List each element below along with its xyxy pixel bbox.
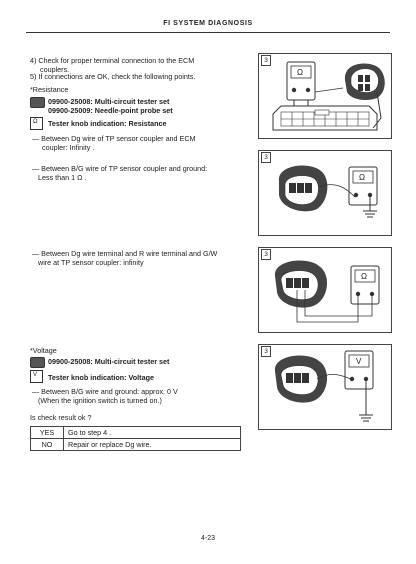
- figure-number: 3: [261, 249, 271, 260]
- header-rule: [26, 32, 390, 33]
- voltage-check-diagram: [259, 345, 391, 429]
- tester-tool-icon: [30, 357, 45, 368]
- figure-voltage-check: [258, 344, 392, 430]
- result-key: YES: [31, 427, 64, 439]
- check-bg-ground-value: Less than 1 Ω .: [38, 173, 87, 182]
- check-dg-ecm: — Between Dg wire of TP sensor coupler and ECM: [32, 134, 196, 143]
- check-bg-voltage: — Between B/G wire and ground: approx. 0 V: [32, 387, 178, 396]
- tool-tester-set-voltage: 09900-25008: Multi-circuit tester set: [48, 357, 170, 366]
- meter-ohm-label: Ω: [359, 173, 365, 182]
- check-dg-r-gw-value: wire at TP sensor coupler: infinity: [38, 258, 144, 267]
- figure-number: 3: [261, 152, 271, 163]
- page-number: 4-23: [200, 535, 215, 542]
- resistance-heading: *Resistance: [30, 85, 69, 94]
- result-value: Go to step 4 .: [64, 427, 241, 439]
- knob-indication-voltage: Tester knob indication: Voltage: [48, 373, 154, 382]
- figure-terminal-check: [258, 247, 392, 333]
- step-5-line: 5) If connections are OK, check the following points.: [30, 72, 196, 81]
- voltage-heading: *Voltage: [30, 346, 57, 355]
- figure-ecm-coupler: [258, 53, 392, 139]
- terminal-check-diagram: [259, 248, 391, 332]
- ecm-coupler-diagram: [259, 54, 391, 138]
- table-row: [31, 439, 241, 451]
- table-row: [31, 427, 241, 439]
- bg-ground-diagram: [259, 151, 391, 235]
- tester-tool-icon: [30, 97, 45, 108]
- tool-tester-set: 09900-25008: Multi-circuit tester set: [48, 97, 170, 106]
- result-value: Repair or replace Dg wire.: [64, 439, 241, 451]
- figure-bg-ground: [258, 150, 392, 236]
- check-dg-r-gw: — Between Dg wire terminal and R wire terminal and G/W: [32, 249, 218, 258]
- meter-ohm-label: Ω: [297, 68, 303, 77]
- check-question: Is check result ok ?: [30, 413, 92, 422]
- figure-number: 3: [261, 55, 271, 66]
- page-header: FI SYSTEM DIAGNOSIS: [163, 20, 253, 27]
- figure-number: 3: [261, 346, 271, 357]
- meter-ohm-label: Ω: [361, 272, 367, 281]
- check-bg-ground: — Between B/G wire of TP sensor coupler and ground:: [32, 164, 208, 173]
- result-key: NO: [31, 439, 64, 451]
- tester-knob-icon: V: [30, 370, 43, 383]
- knob-indication-resistance: Tester knob indication: Resistance: [48, 119, 167, 128]
- tester-knob-icon: Ω: [30, 117, 43, 130]
- tool-probe-set: 09900-25009: Needle-point probe set: [48, 106, 173, 115]
- result-table: [30, 426, 241, 451]
- step-4-line-cont: couplers.: [40, 65, 70, 74]
- check-bg-voltage-cond: (When the ignition switch is turned on.): [38, 396, 162, 405]
- step-4-line: 4) Check for proper terminal connection to the ECM: [30, 56, 195, 65]
- meter-volt-label: V: [356, 357, 362, 366]
- check-dg-ecm-value: coupler: Infinity .: [42, 143, 95, 152]
